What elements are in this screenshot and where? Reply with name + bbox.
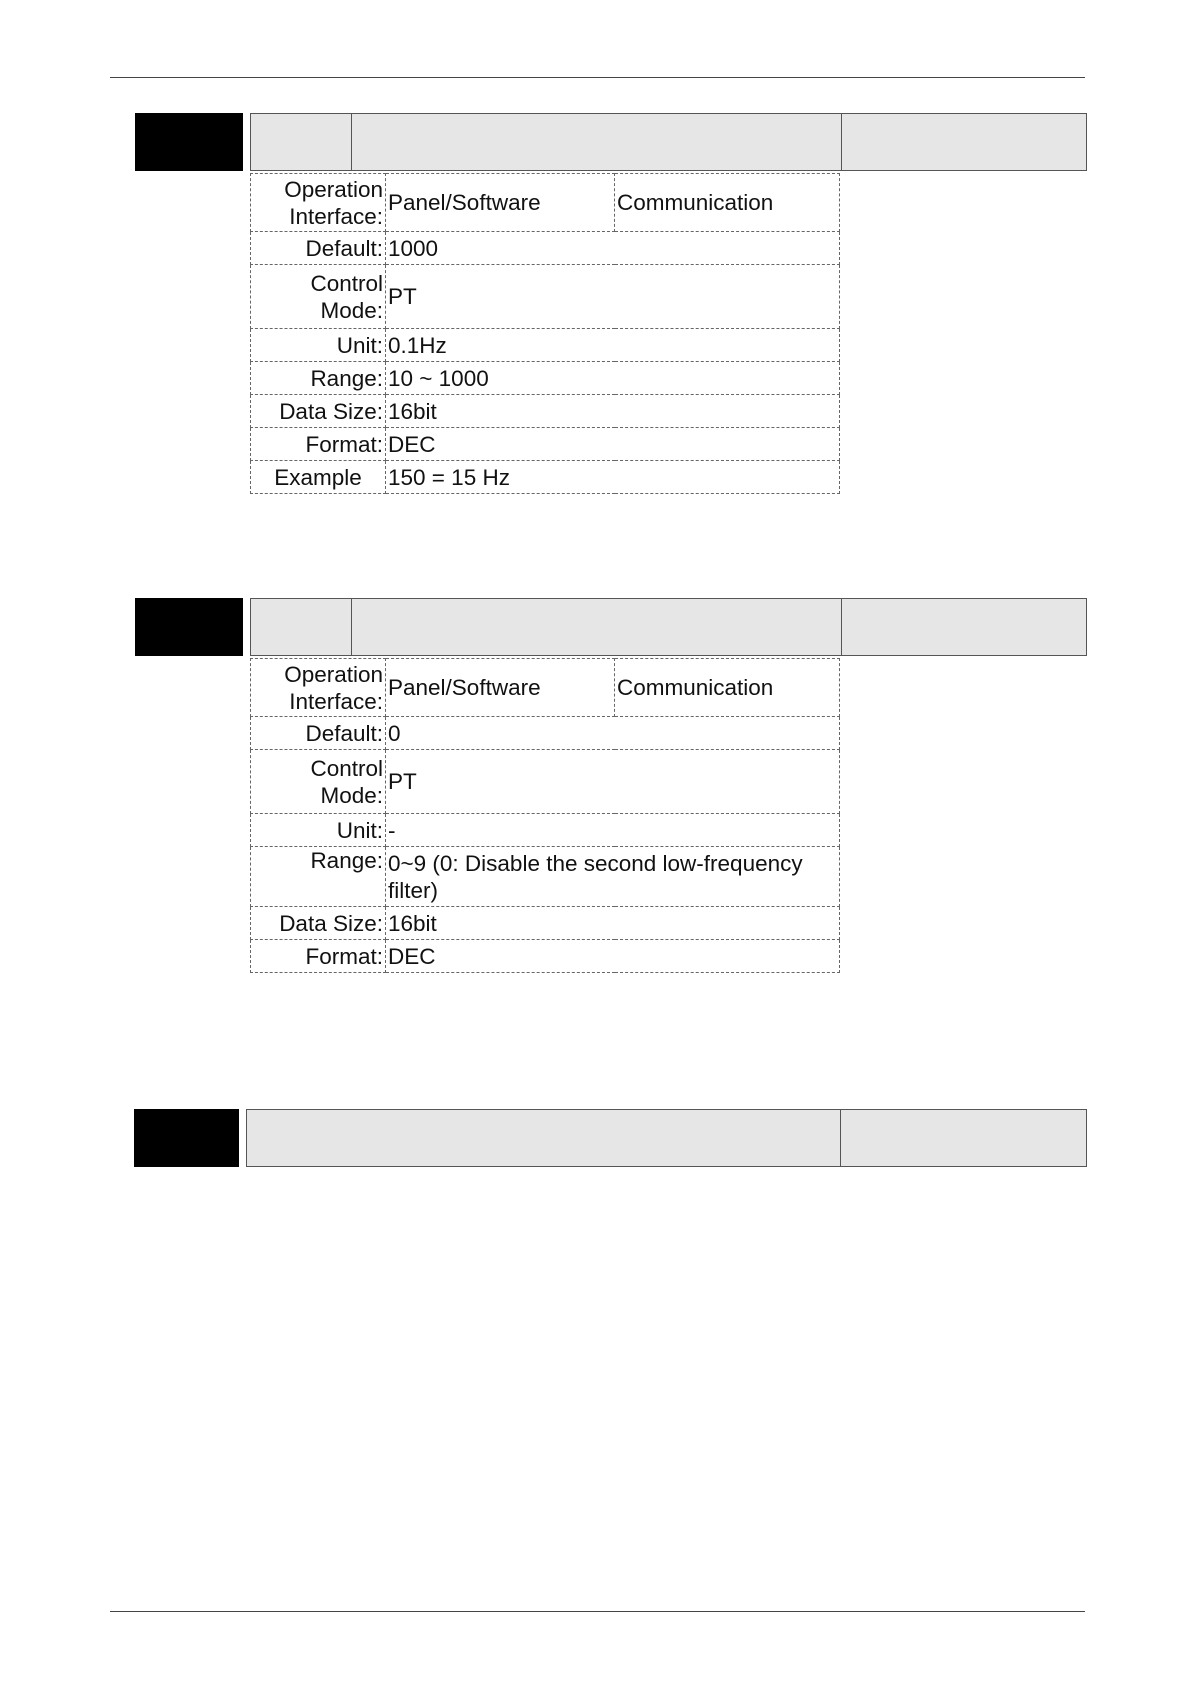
table-row [251,329,840,362]
property-value: Panel/Software [386,659,615,717]
title-bar-divider [841,599,842,655]
table-row [251,461,840,494]
parameter-properties-table-1 [250,173,840,494]
parameter-code-box-3 [134,1109,239,1167]
property-label: Default: [251,232,386,265]
property-value: 0~9 (0: Disable the second low-frequency filter) [386,847,840,907]
property-value: PT [386,750,840,814]
property-value: Communication [615,174,840,232]
property-label: Range: [251,362,386,395]
title-bar-divider [351,599,352,655]
table-row [251,174,840,232]
property-value: 16bit [386,907,840,940]
property-label: Range: [251,847,386,907]
parameter-code-box-1 [135,113,243,171]
property-value: Communication [615,659,840,717]
property-label: Data Size: [251,907,386,940]
table-row [251,814,840,847]
property-value: 0.1Hz [386,329,840,362]
table-row [251,847,840,907]
property-label: Example [251,461,386,494]
table-row [251,717,840,750]
property-label: Default: [251,717,386,750]
page-header-rule [110,77,1085,78]
property-value: 150 = 15 Hz [386,461,840,494]
property-label: Format: [251,428,386,461]
property-label: Format: [251,940,386,973]
property-label: Data Size: [251,395,386,428]
property-value: 16bit [386,395,840,428]
table-row [251,265,840,329]
property-value: 1000 [386,232,840,265]
property-label: Unit: [251,329,386,362]
title-bar-divider [351,114,352,170]
property-label: Control Mode: [251,750,386,814]
table-row [251,232,840,265]
table-row [251,940,840,973]
property-label: Control Mode: [251,265,386,329]
parameter-code-box-2 [135,598,243,656]
title-bar-divider [840,1110,841,1166]
property-value: 10 ~ 1000 [386,362,840,395]
property-label: Operation Interface: [251,174,386,232]
parameter-title-bar-2 [250,598,1087,656]
table-row [251,750,840,814]
table-row [251,428,840,461]
page-footer-rule [110,1611,1085,1612]
property-value: - [386,814,840,847]
parameter-title-bar-3 [246,1109,1087,1167]
table-row [251,395,840,428]
table-row [251,659,840,717]
property-label: Operation Interface: [251,659,386,717]
property-value: Panel/Software [386,174,615,232]
title-bar-divider [841,114,842,170]
property-value: DEC [386,428,840,461]
property-value: DEC [386,940,840,973]
property-value: 0 [386,717,840,750]
table-row [251,362,840,395]
property-value: PT [386,265,840,329]
parameter-properties-table-2 [250,658,840,973]
table-row [251,907,840,940]
parameter-title-bar-1 [250,113,1087,171]
property-label: Unit: [251,814,386,847]
